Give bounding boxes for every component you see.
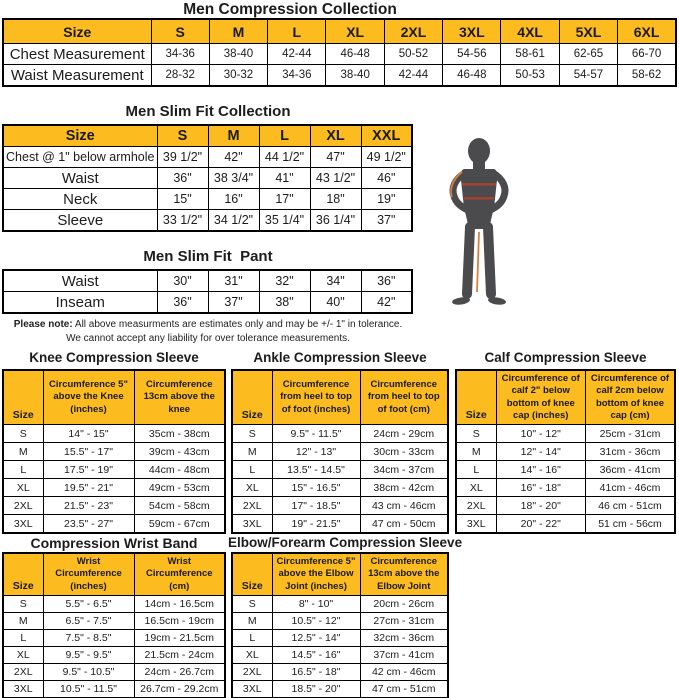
table-cell: 38-40	[209, 44, 267, 65]
table-row	[232, 596, 448, 613]
table-cell: 47"	[310, 147, 361, 168]
table-cell: 20cm - 26cm	[360, 596, 448, 613]
table-cell: L	[232, 461, 272, 479]
table-cell: 34 1/2"	[208, 210, 259, 232]
table-cell: 14.5" - 16"	[272, 647, 360, 664]
table-cell: 18"	[310, 189, 361, 210]
figure-left-leg	[467, 227, 470, 294]
column-header: XXL	[361, 125, 412, 147]
waist-measure-line	[464, 197, 494, 200]
table-cell: 36"	[157, 168, 208, 189]
table-cell: 46"	[361, 168, 412, 189]
table-cell: 35 1/4"	[259, 210, 310, 232]
table-cell: 35cm - 38cm	[134, 425, 225, 443]
table-row	[232, 630, 448, 647]
table-cell: 54-57	[559, 65, 617, 87]
table-cell: 31cm - 36cm	[586, 443, 676, 461]
table-cell: 50-52	[384, 44, 442, 65]
table-cell: 3XL	[456, 515, 496, 534]
table-row	[3, 647, 225, 664]
column-header: Size	[3, 553, 43, 596]
table-row	[232, 479, 448, 497]
calf-sleeve-table	[455, 369, 676, 534]
table-cell: 9.5" - 10.5"	[43, 664, 134, 681]
table-row	[456, 461, 675, 479]
row-label: Waist	[3, 168, 157, 189]
table-row	[3, 65, 676, 87]
slim-fit-collection-title: Men Slim Fit Collection	[125, 103, 291, 120]
column-header: Size	[232, 370, 272, 425]
table-row	[456, 425, 675, 443]
table-cell: 2XL	[232, 664, 272, 681]
figure-right-leg	[488, 227, 491, 294]
table-cell: 2XL	[456, 497, 496, 515]
table-cell: 7.5" - 8.5"	[43, 630, 134, 647]
table-cell: 49 1/2"	[361, 147, 412, 168]
table-cell: 44cm - 48cm	[134, 461, 225, 479]
table-row	[232, 613, 448, 630]
column-header: Circumference 13cm above the Elbow Joint	[360, 553, 448, 596]
table-row	[3, 210, 412, 232]
table-cell: 10.5" - 12"	[272, 613, 360, 630]
table-cell: 17"	[259, 189, 310, 210]
table-cell: 2XL	[3, 497, 43, 515]
table-cell: 2XL	[232, 497, 272, 515]
table-cell: 32cm - 36cm	[360, 630, 448, 647]
table-cell: 10.5" - 11.5"	[43, 681, 134, 698]
table-cell: 23.5" - 27"	[43, 515, 134, 534]
table-cell: 28-32	[151, 65, 209, 87]
table-cell: 62-65	[559, 44, 617, 65]
table-row	[3, 613, 225, 630]
table-row	[232, 515, 448, 534]
table-row	[232, 443, 448, 461]
table-cell: XL	[232, 479, 272, 497]
table-row	[232, 681, 448, 698]
table-cell: 24cm - 26.7cm	[134, 664, 225, 681]
table-cell: 21.5" - 23"	[43, 497, 134, 515]
table-cell: 58-62	[618, 65, 676, 87]
table-cell: 33 1/2"	[157, 210, 208, 232]
knee-sleeve-title: Knee Compression Sleeve	[29, 350, 199, 365]
tolerance-note-line1	[0, 318, 416, 332]
table-cell: 40"	[310, 292, 361, 314]
table-cell: M	[456, 443, 496, 461]
table-row	[3, 630, 225, 647]
table-cell: XL	[456, 479, 496, 497]
table-cell: 39cm - 43cm	[134, 443, 225, 461]
table-cell: 19" - 21.5"	[272, 515, 360, 534]
table-cell: 12" - 14"	[496, 443, 586, 461]
table-cell: 21.5cm - 24cm	[134, 647, 225, 664]
table-cell: 3XL	[3, 681, 43, 698]
table-cell: 9.5" - 9.5"	[43, 647, 134, 664]
column-header: Circumference of calf 2" below bottom of knee cap (inches)	[496, 370, 586, 425]
table-cell: S	[232, 596, 272, 613]
column-header: 6XL	[618, 19, 676, 44]
table-cell: 34cm - 37cm	[360, 461, 448, 479]
table-cell: 26.7cm - 29.2cm	[134, 681, 225, 698]
table-cell: 17" - 18.5"	[272, 497, 360, 515]
table-row	[3, 44, 676, 65]
table-cell: 42"	[208, 147, 259, 168]
table-row	[3, 168, 412, 189]
table-cell: 54cm - 58cm	[134, 497, 225, 515]
table-cell: 66-70	[618, 44, 676, 65]
table-cell: M	[232, 613, 272, 630]
column-header: Size	[3, 19, 151, 44]
table-cell: 34-36	[151, 44, 209, 65]
table-cell: 30"	[157, 270, 208, 292]
table-cell: 30-32	[209, 65, 267, 87]
table-row	[3, 664, 225, 681]
table-cell: 3XL	[232, 515, 272, 534]
row-label: Inseam	[3, 292, 157, 314]
row-label: Neck	[3, 189, 157, 210]
column-header: 2XL	[384, 19, 442, 44]
column-header: Size	[3, 370, 43, 425]
table-cell: 44 1/2"	[259, 147, 310, 168]
table-cell: 37"	[361, 210, 412, 232]
table-cell: 36"	[157, 292, 208, 314]
table-cell: 58-61	[501, 44, 559, 65]
table-row	[232, 664, 448, 681]
table-cell: 42-44	[268, 44, 326, 65]
table-cell: 34-36	[268, 65, 326, 87]
table-cell: S	[456, 425, 496, 443]
column-header: Circumference from heel to top of foot (cm)	[360, 370, 448, 425]
table-cell: XL	[3, 647, 43, 664]
table-row	[456, 515, 675, 534]
table-cell: 16" - 18"	[496, 479, 586, 497]
column-header: Circumference 5" above the Elbow Joint (inches)	[272, 553, 360, 596]
table-cell: 41"	[259, 168, 310, 189]
column-header: 5XL	[559, 19, 617, 44]
column-header: XL	[310, 125, 361, 147]
table-row	[3, 497, 225, 515]
table-cell: 43 1/2"	[310, 168, 361, 189]
table-row	[3, 425, 225, 443]
table-cell: 31"	[208, 270, 259, 292]
column-header: Size	[456, 370, 496, 425]
table-cell: 47 cm - 50cm	[360, 515, 448, 534]
chest-measure-line	[462, 183, 496, 186]
column-header: Circumference from heel to top of foot (inches)	[272, 370, 360, 425]
table-cell: 2XL	[3, 664, 43, 681]
table-row	[3, 461, 225, 479]
table-cell: 16.5cm - 19cm	[134, 613, 225, 630]
table-row	[232, 461, 448, 479]
column-header: XL	[326, 19, 384, 44]
table-cell: 38 3/4"	[208, 168, 259, 189]
table-cell: 9.5" - 11.5"	[272, 425, 360, 443]
table-cell: 46 cm - 51cm	[586, 497, 676, 515]
table-cell: 37cm - 41cm	[360, 647, 448, 664]
table-row	[3, 189, 412, 210]
table-cell: 39 1/2"	[157, 147, 208, 168]
table-cell: 27cm - 31cm	[360, 613, 448, 630]
table-cell: 36"	[361, 270, 412, 292]
tolerance-note-line2: We cannot accept any liability for over tolerance measurements.	[66, 333, 350, 344]
table-cell: 14cm - 16.5cm	[134, 596, 225, 613]
table-row	[3, 681, 225, 698]
table-cell: 15"	[157, 189, 208, 210]
row-label: Waist	[3, 270, 157, 292]
table-cell: 50-53	[501, 65, 559, 87]
row-label: Chest Measurement	[3, 44, 151, 65]
row-label: Sleeve	[3, 210, 157, 232]
table-cell: 36cm - 41cm	[586, 461, 676, 479]
column-header: 3XL	[443, 19, 501, 44]
table-row	[3, 292, 412, 314]
male-silhouette-figure	[446, 136, 512, 312]
compression-collection-title: Men Compression Collection	[183, 1, 397, 18]
table-row	[456, 443, 675, 461]
table-cell: 46-48	[443, 65, 501, 87]
table-cell: 54-56	[443, 44, 501, 65]
calf-sleeve-title: Calf Compression Sleeve	[484, 350, 647, 365]
table-cell: S	[232, 425, 272, 443]
wrist-band-title: Compression Wrist Band	[30, 535, 198, 551]
table-cell: 34"	[310, 270, 361, 292]
table-cell: M	[3, 443, 43, 461]
table-cell: 10" - 12"	[496, 425, 586, 443]
table-cell: M	[232, 443, 272, 461]
table-cell: 12.5" - 14"	[272, 630, 360, 647]
column-header: L	[268, 19, 326, 44]
table-cell: 19cm - 21.5cm	[134, 630, 225, 647]
table-cell: L	[232, 630, 272, 647]
wrist-band-table	[2, 552, 226, 698]
table-cell: 17.5" - 19"	[43, 461, 134, 479]
row-label: Waist Measurement	[3, 65, 151, 87]
ankle-sleeve-table	[231, 369, 449, 534]
column-header: Circumference 13cm above the knee	[134, 370, 225, 425]
table-cell: L	[3, 630, 43, 647]
table-cell: 14" - 16"	[496, 461, 586, 479]
elbow-sleeve-table	[231, 552, 449, 698]
table-row	[3, 479, 225, 497]
table-cell: 15" - 16.5"	[272, 479, 360, 497]
table-row	[3, 596, 225, 613]
table-cell: 41cm - 46cm	[586, 479, 676, 497]
table-cell: 49cm - 53cm	[134, 479, 225, 497]
table-cell: 51 cm - 56cm	[586, 515, 676, 534]
column-header: Size	[232, 553, 272, 596]
table-cell: 19"	[361, 189, 412, 210]
table-cell: 16.5" - 18"	[272, 664, 360, 681]
table-row	[456, 497, 675, 515]
slim-fit-pant-title: Men Slim Fit Pant	[143, 248, 273, 265]
column-header: Wrist Circumference (cm)	[134, 553, 225, 596]
table-cell: 25cm - 31cm	[586, 425, 676, 443]
column-header: M	[209, 19, 267, 44]
table-cell: 38-40	[326, 65, 384, 87]
column-header: S	[151, 19, 209, 44]
table-cell: M	[3, 613, 43, 630]
table-row	[456, 479, 675, 497]
table-cell: S	[3, 596, 43, 613]
table-cell: 37"	[208, 292, 259, 314]
row-label: Chest @ 1" below armhole	[3, 147, 157, 168]
table-cell: 43 cm - 46cm	[360, 497, 448, 515]
elbow-sleeve-title: Elbow/Forearm Compression Sleeve	[228, 535, 463, 550]
table-cell: 8" - 10"	[272, 596, 360, 613]
table-row	[232, 425, 448, 443]
table-cell: XL	[3, 479, 43, 497]
table-cell: 18" - 20"	[496, 497, 586, 515]
table-cell: 5.5" - 6.5"	[43, 596, 134, 613]
column-header: 4XL	[501, 19, 559, 44]
knee-sleeve-table	[2, 369, 226, 534]
column-header: Wrist Circumference (inches)	[43, 553, 134, 596]
column-header: Circumference 5" above the Knee (inches)	[43, 370, 134, 425]
tolerance-note	[0, 318, 416, 346]
table-cell: 46-48	[326, 44, 384, 65]
table-cell: 16"	[208, 189, 259, 210]
table-cell: 32"	[259, 270, 310, 292]
table-cell: 13.5" - 14.5"	[272, 461, 360, 479]
table-cell: 42 cm - 46cm	[360, 664, 448, 681]
figure-body	[452, 138, 507, 306]
table-cell: 38"	[259, 292, 310, 314]
table-cell: 30cm - 33cm	[360, 443, 448, 461]
table-cell: 24cm - 29cm	[360, 425, 448, 443]
slim-fit-collection-table	[2, 124, 413, 232]
table-cell: 15.5" - 17"	[43, 443, 134, 461]
table-cell: 3XL	[3, 515, 43, 534]
table-cell: S	[3, 425, 43, 443]
slim-fit-pant-table	[2, 269, 413, 314]
table-cell: L	[456, 461, 496, 479]
table-cell: 38cm - 42cm	[360, 479, 448, 497]
compression-collection-table	[2, 18, 677, 87]
table-cell: 42"	[361, 292, 412, 314]
table-row	[232, 647, 448, 664]
table-cell: 42-44	[384, 65, 442, 87]
note-label: Please note:	[13, 319, 73, 330]
column-header: Circumference of calf 2cm below bottom of knee cap (cm)	[586, 370, 676, 425]
table-cell: 18.5" - 20"	[272, 681, 360, 698]
column-header: M	[208, 125, 259, 147]
table-cell: 12" - 13"	[272, 443, 360, 461]
table-cell: 19.5" - 21"	[43, 479, 134, 497]
table-cell: 36 1/4"	[310, 210, 361, 232]
table-cell: 14" - 15"	[43, 425, 134, 443]
ankle-sleeve-title: Ankle Compression Sleeve	[253, 350, 427, 365]
table-cell: XL	[232, 647, 272, 664]
column-header: S	[157, 125, 208, 147]
table-cell: L	[3, 461, 43, 479]
note-text: All above measurments are estimates only and may be +/- 1" in tolerance.	[72, 319, 403, 330]
table-cell: 47 cm - 51cm	[360, 681, 448, 698]
table-cell: 6.5" - 7.5"	[43, 613, 134, 630]
column-header: Size	[3, 125, 157, 147]
table-cell: 59cm - 67cm	[134, 515, 225, 534]
column-header: L	[259, 125, 310, 147]
table-row	[3, 270, 412, 292]
table-row	[3, 443, 225, 461]
table-cell: 20" - 22"	[496, 515, 586, 534]
table-row	[3, 147, 412, 168]
inseam-measure-line	[477, 232, 479, 292]
table-row	[232, 497, 448, 515]
table-row	[3, 515, 225, 534]
table-cell: 3XL	[232, 681, 272, 698]
figure-neck	[473, 159, 485, 169]
